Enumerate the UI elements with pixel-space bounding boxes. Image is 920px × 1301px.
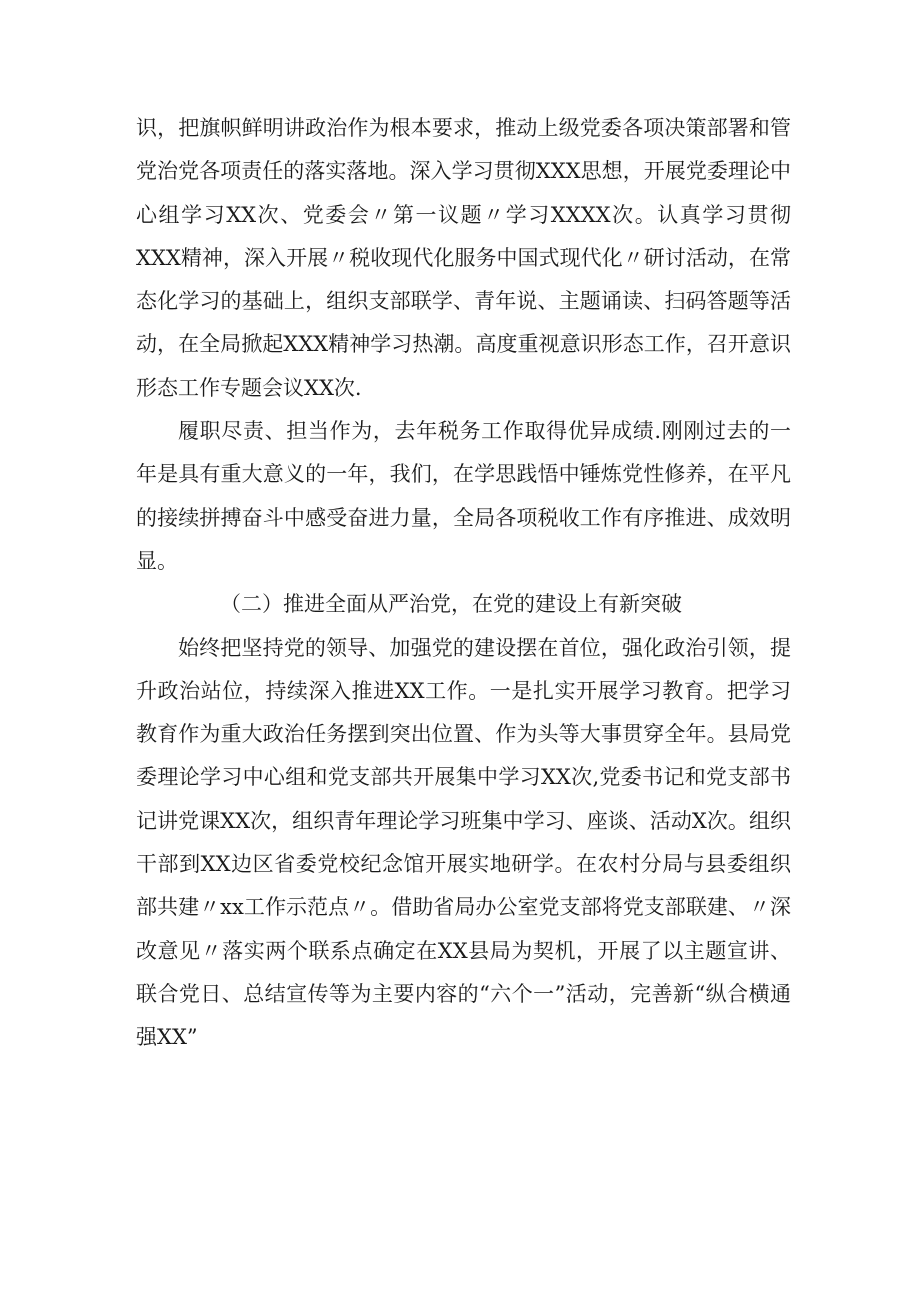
paragraph-party-leadership: 始终把坚持党的领导、加强党的建设摆在首位，强化政治引领，提升政治站位，持续深入推进XX工作。一是扎实开展学习教育。把学习教育作为重大政治任务摆到突出位置、作为头等大事贯穿全年。县局党委理论学习中心组和党支部共开展集中学习XX次,党委书记和党支部书记讲党课XX次，组织青年理论学习班集中学习、座谈、活动X次。组织干部到XX边区省委党校纪念馆开展实地研学。在农村分局与县委组织部共建〃xx工作示范点〃。借助省局办公室党支部将党支部联建、〃深改意见〃落实两个联系点确定在XX县局为契机，开展了以主题宣讲、联合党日、总结宣传等为主要内容的“六个一”活动，完善新“纵合横通强XX” — [136, 635, 791, 1050]
section-heading-party-building: （二）推进全面从严治党，在党的建设上有新突破 — [220, 592, 682, 617]
document-body — [136, 107, 791, 1060]
paragraph-continued-political-study: 识，把旗帜鲜明讲政治作为根本要求，推动上级党委各项决策部署和管党治党各项责任的落实落地。深入学习贯彻XXX思想，开展党委理论中心组学习XX次、党委会〃第一议题〃学习XXXX次。认真学习贯彻XXX精神，深入开展〃税收现代化服务中国式现代化〃研讨活动，在常态化学习的基础上，组织支部联学、青年说、主题诵读、扫码答题等活动，在全局掀起XXX精神学习热潮。高度重视意识形态工作，召开意识形态工作专题会议XX次. — [136, 116, 791, 400]
paragraph-tax-work-achievements: 履职尽责、担当作为，去年税务工作取得优异成绩.刚刚过去的一年是具有重大意义的一年，我们，在学思践悟中锤炼党性修养，在平凡的接续拼搏奋斗中感受奋进力量，全局各项税收工作有序推进、成效明显。 — [136, 419, 791, 573]
